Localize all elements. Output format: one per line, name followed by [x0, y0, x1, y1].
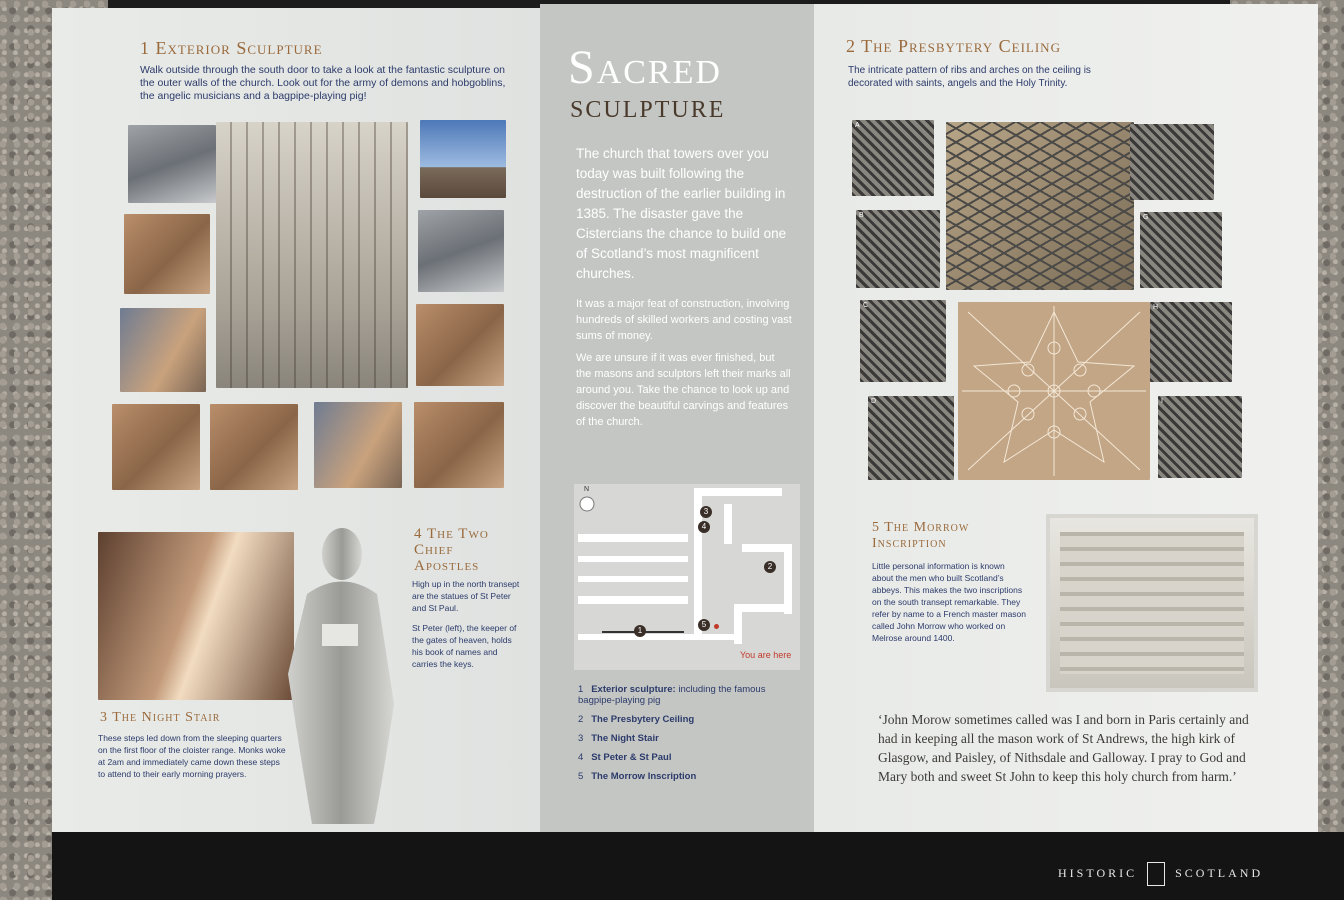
site-map	[574, 484, 800, 670]
ceiling-boss-g: G	[1140, 212, 1222, 288]
ceiling-star-diagram	[958, 302, 1150, 480]
ceiling-boss-d: D	[868, 396, 954, 480]
section2-heading: 2 The Presbytery Ceiling	[846, 36, 1061, 56]
section1-text: Walk outside through the south door to take a look at the fantastic sculpture on the outer walls of the church. Look out for the army of demons and hobgoblins, the angelic musicians and a bagpipe-playing pig!	[140, 64, 506, 102]
morrow-quote: ‘John Morow sometimes called was I and born in Paris certainly and had in keeping all the mason work of St Andrews, the high kirk of Glasgow, and Paisley, of Nithsdale and Galloway. I pray to God and Mary both and sweet St John to keep this holy church from harm.’	[878, 712, 1249, 784]
section4-heading-line3: Apostles	[414, 558, 480, 574]
section4-heading-line2: Chief	[414, 542, 454, 558]
presbytery-ceiling-photo	[946, 122, 1134, 290]
ceiling-boss-c: C	[860, 300, 946, 382]
section4-heading-line1: 4 The Two	[414, 526, 489, 542]
section5-text: Little personal information is known about the men who built Scotland’s abbeys. This makes the two inscriptions on the south transept remarkable. They refer by name to a French master mason called John Morrow who worked on Melrose around 1400.	[872, 561, 1027, 643]
photo-carved-panel	[210, 404, 298, 490]
section5-heading-line1: 5 The Morrow	[872, 520, 970, 535]
section4-heading	[414, 526, 489, 574]
center-para1: It was a major feat of construction, involving hundreds of skilled workers and costing vast sums of money.	[576, 298, 792, 342]
morrow-inscription-photo	[1046, 514, 1258, 692]
castle-emblem-icon	[1147, 862, 1165, 886]
section4-text1: High up in the north transept are the statues of St Peter and St Paul.	[412, 579, 520, 613]
center-para2: We are unsure if it was ever finished, but the masons and sculptors left their marks all around you. Take the chance to look up and discover the beautiful carvings and features of the church.	[576, 352, 791, 428]
center-intro: The church that towers over you today was built following the destruction of the earlier building in 1385. The disaster gave the Cistercians the chance to build one of Scotland’s most magnificent churches.	[576, 146, 787, 281]
section3-text: These steps led down from the sleeping quarters on the first floor of the cloister range. Monks woke at 2am and immediately came down these steps to attend to their early morning prayers.	[98, 733, 286, 779]
map-marker-5: 5	[698, 619, 710, 631]
title-sculpture: sculpture	[570, 88, 726, 125]
map-marker-4: 4	[698, 521, 710, 533]
brand-historic: HISTORIC	[1058, 865, 1138, 880]
legend-item-5: 5 The Morrow Inscription	[578, 771, 697, 782]
legend-item-3: 3 The Night Stair	[578, 733, 659, 744]
site-map-plan	[574, 484, 800, 670]
map-marker-2: 2	[764, 561, 776, 573]
photo-roof-spires	[128, 125, 216, 203]
brand-scotland: SCOTLAND	[1175, 865, 1264, 880]
you-are-here-label: You are here	[740, 650, 792, 660]
historic-scotland-logo	[1058, 862, 1263, 886]
title-sacred: Sacred	[568, 41, 722, 94]
ceiling-boss-b: B	[856, 210, 940, 288]
photo-rose-window	[418, 210, 504, 292]
section5-heading-line2: Inscription	[872, 536, 947, 551]
legend-item-1: 1 Exterior sculpture: including the famous bagpipe-playing pig	[578, 684, 766, 706]
photo-bagpipe-pig	[420, 120, 506, 198]
map-marker-1: 1	[634, 625, 646, 637]
photo-carved-face	[124, 214, 210, 294]
photo-demon-head	[416, 304, 504, 386]
ceiling-diagram	[958, 302, 1150, 480]
legend-item-4: 4 St Peter & St Paul	[578, 752, 672, 763]
section3-heading: 3 The Night Stair	[100, 710, 221, 725]
legend-item-2: 2 The Presbytery Ceiling	[578, 714, 695, 725]
photo-night-stair	[98, 532, 294, 700]
ceiling-boss-h: H	[1150, 302, 1232, 382]
photo-gothic-window	[216, 122, 408, 388]
section2-text: The intricate pattern of ribs and arches on the ceiling is decorated with saints, angels and the Holy Trinity.	[848, 65, 1091, 89]
inscription-carved-text	[1060, 532, 1244, 674]
section5-heading	[872, 520, 969, 552]
photo-gargoyle	[120, 308, 206, 392]
photo-bearded-head	[314, 402, 402, 488]
section1-heading: 1 Exterior Sculpture	[140, 38, 323, 58]
map-legend	[578, 684, 798, 790]
north-label: N	[584, 486, 590, 493]
ceiling-boss-a: A	[852, 120, 934, 196]
photo-angel-musician	[112, 404, 200, 490]
section4-text2: St Peter (left), the keeper of the gates of heaven, holds his book of names and carries the keys.	[412, 623, 517, 669]
ceiling-boss-i: I	[1158, 396, 1242, 478]
photo-st-peter-statue	[282, 524, 402, 844]
map-marker-3: 3	[700, 506, 712, 518]
photo-heraldic-shield	[414, 402, 504, 488]
ceiling-boss-e	[1130, 124, 1214, 200]
you-are-here-dot	[714, 624, 719, 629]
